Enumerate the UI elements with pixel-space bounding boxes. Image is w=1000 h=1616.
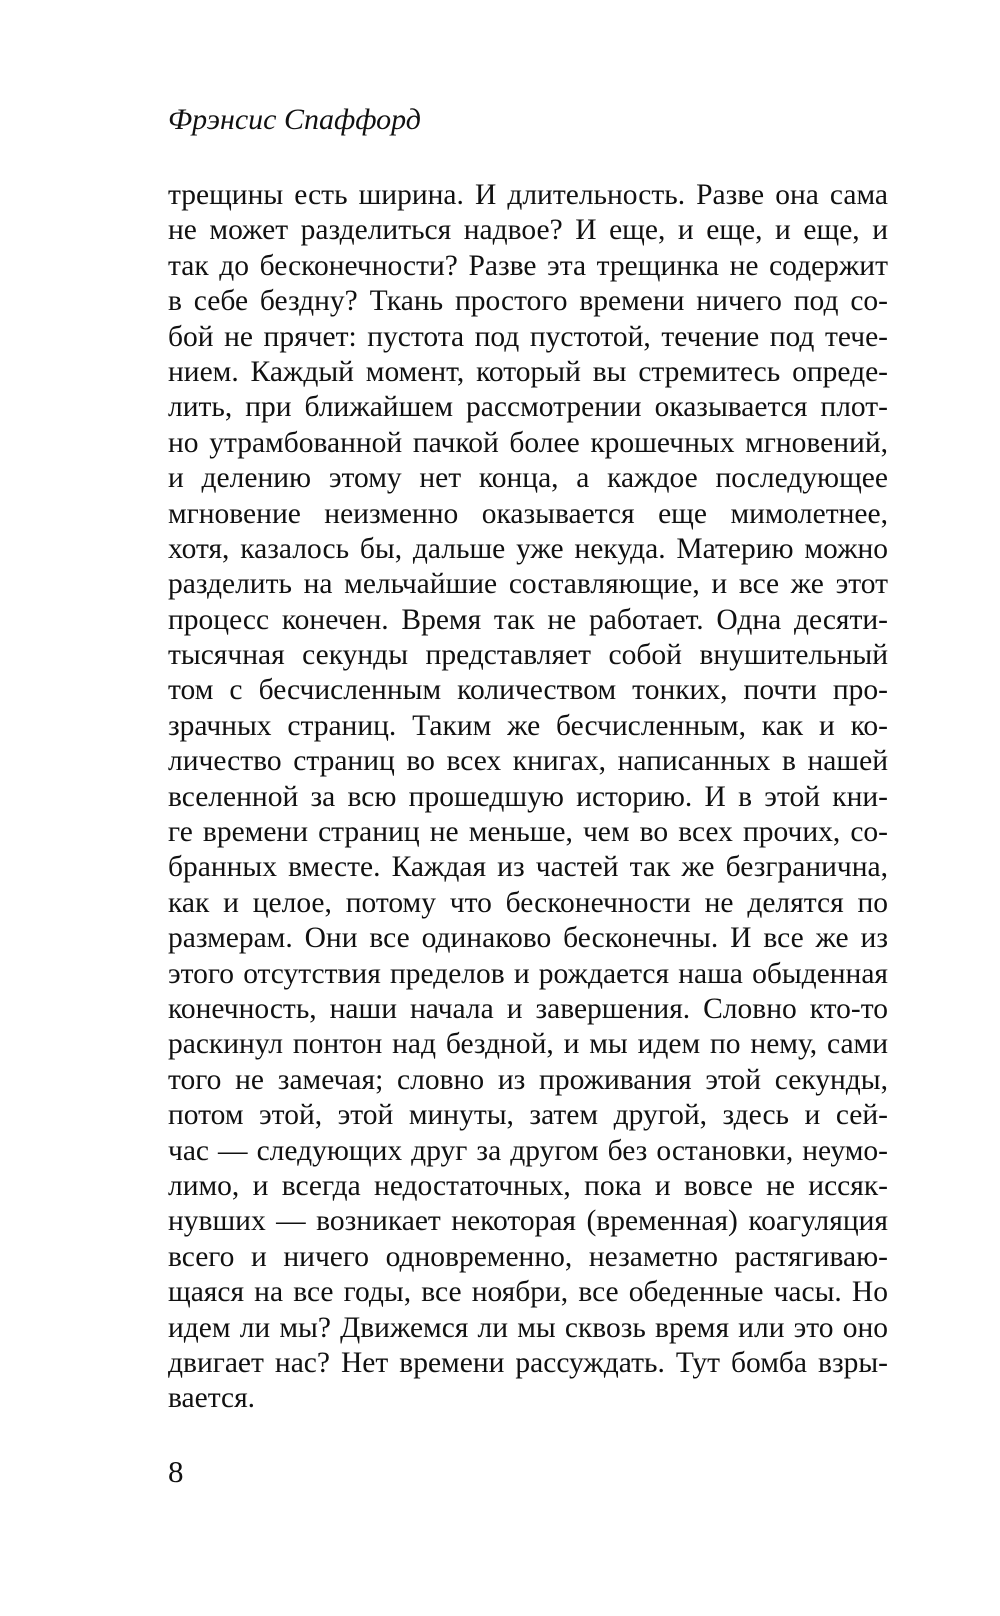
- text-line: хотя, казалось бы, дальше уже некуда. Материю можно: [168, 532, 888, 565]
- text-line: потом этой, этой минуты, затем другой, здесь и сей-: [168, 1099, 888, 1132]
- text-line: бой не прячет: пустота под пустотой, течение под тече-: [168, 320, 888, 353]
- text-line: лимо, и всегда недостаточных, пока и вовсе не иссяк-: [168, 1169, 888, 1202]
- text-line: как и целое, потому что бесконечности не делятся по: [168, 886, 888, 919]
- text-line: и делению этому нет конца, а каждое последующее: [168, 462, 888, 495]
- text-line: ге времени страниц не меньше, чем во всех прочих, со-: [168, 816, 888, 849]
- running-header-author: Фрэнсис Спаффорд: [168, 103, 421, 136]
- text-line: процесс конечен. Время так не работает. Одна десяти-: [168, 603, 888, 636]
- text-line: вселенной за всю прошедшую историю. И в этой кни-: [168, 780, 888, 813]
- text-line: мгновение неизменно оказывается еще мимолетнее,: [168, 497, 888, 530]
- text-line: щаяся на все годы, все ноябри, все обеденные часы. Но: [168, 1276, 888, 1309]
- text-line: размерам. Они все одинаково бесконечны. И все же из: [168, 922, 888, 955]
- text-line: но утрамбованной пачкой более крошечных мгновений,: [168, 426, 888, 459]
- text-line: зрачных страниц. Таким же бесчисленным, как и ко-: [168, 709, 888, 742]
- text-line: разделить на мельчайшие составляющие, и все же этот: [168, 568, 888, 601]
- text-line: час — следующих друг за другом без остановки, неумо-: [168, 1134, 888, 1167]
- text-line: двигает нас? Нет времени рассуждать. Тут бомба взры-: [168, 1346, 888, 1379]
- text-line: личество страниц во всех книгах, написанных в нашей: [168, 745, 888, 778]
- text-line: тысячная секунды представляет собой внушительный: [168, 639, 888, 672]
- text-line: так до бесконечности? Разве эта трещинка не содержит: [168, 249, 888, 282]
- text-line: бранных вместе. Каждая из частей так же безгранична,: [168, 851, 888, 884]
- text-line: раскинул понтон над бездной, и мы идем по нему, сами: [168, 1028, 888, 1061]
- text-line: нием. Каждый момент, который вы стремитесь опреде-: [168, 355, 888, 388]
- text-line-final: вается.: [168, 1382, 256, 1415]
- text-line: том с бесчисленным количеством тонких, почти про-: [168, 674, 888, 707]
- text-line: конечность, наши начала и завершения. Словно кто-то: [168, 992, 888, 1025]
- text-line: этого отсутствия пределов и рождается наша обыденная: [168, 957, 888, 990]
- text-line: в себе бездну? Ткань простого времени ничего под со-: [168, 285, 888, 318]
- text-line: идем ли мы? Движемся ли мы сквозь время или это оно: [168, 1311, 888, 1344]
- page-number: 8: [168, 1454, 184, 1489]
- text-line: лить, при ближайшем рассмотрении оказывается плот-: [168, 391, 888, 424]
- text-line: того не замечая; словно из проживания этой секунды,: [168, 1063, 888, 1096]
- text-line: трещины есть ширина. И длительность. Разве она сама: [168, 179, 888, 211]
- body-text: [168, 178, 888, 1417]
- text-line: всего и ничего одновременно, незаметно растягиваю-: [168, 1240, 888, 1273]
- text-line: не может разделиться надвое? И еще, и еще, и еще, и: [168, 214, 888, 247]
- text-line: нувших — возникает некоторая (временная) коагуляция: [168, 1205, 888, 1238]
